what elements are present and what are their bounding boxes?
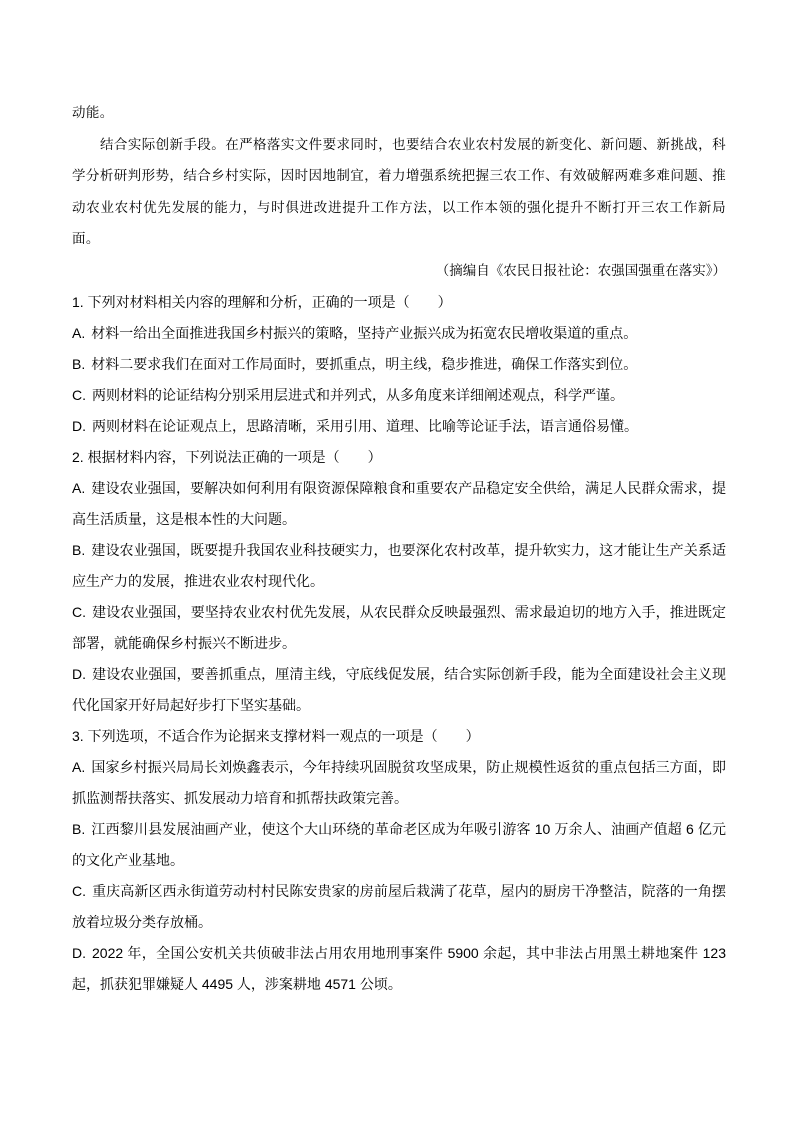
option-letter: C.: [72, 387, 86, 403]
option-text: 江西黎川县发展油画产业，使这个大山环绕的革命老区成为年吸引游客 10 万余人、油画产值超 6 亿元的文化产业基地。: [72, 821, 726, 868]
option-text: 材料二要求我们在面对工作局面时，要抓重点，明主线，稳步推进，确保工作落实到位。: [91, 356, 638, 372]
option-letter: A.: [72, 480, 86, 496]
passage-continuation: 动能。: [72, 105, 114, 121]
option-text: 材料一给出全面推进我国乡村振兴的策略，坚持产业振兴成为拓宽农民增收渠道的重点。: [91, 325, 638, 341]
option-letter: D.: [72, 945, 86, 961]
option-d: [72, 938, 726, 1000]
option-b: [72, 814, 726, 876]
option-letter: C.: [72, 604, 86, 620]
question-stem: 2. 根据材料内容，下列说法正确的一项是（ ）: [72, 449, 382, 465]
option-c: [72, 380, 726, 411]
passage-source: （摘编自《农民日报社论：农强国强重在落实》）: [435, 262, 726, 279]
option-text: 建设农业强国，既要提升我国农业科技硬实力，也要深化农村改革，提升软实力，这才能让生产关系适应生产力的发展，推进农业农村现代化。: [72, 542, 726, 589]
question-stem: 1. 下列对材料相关内容的理解和分析，正确的一项是（ ）: [72, 294, 452, 310]
option-a: [72, 752, 726, 814]
option-text: 建设农业强国，要善抓重点，厘清主线，守底线促发展，结合实际创新手段，能为全面建设社会主义现代化国家开好局起好步打下坚实基础。: [72, 666, 726, 713]
option-letter: A.: [72, 325, 86, 341]
option-c: [72, 597, 726, 659]
option-letter: D.: [72, 418, 86, 434]
option-letter: D.: [72, 666, 86, 682]
option-letter: A.: [72, 759, 86, 775]
page-content: [72, 98, 726, 1000]
option-letter: B.: [72, 821, 86, 837]
option-text: 两则材料的论证结构分别采用层进式和并列式，从多角度来详细阐述观点，科学严谨。: [92, 387, 624, 403]
option-text: 重庆高新区西永街道劳动村村民陈安贵家的房前屋后栽满了花草，屋内的厨房干净整洁，院落的一角摆放着垃圾分类存放桶。: [72, 883, 726, 930]
option-b: [72, 535, 726, 597]
option-d: [72, 659, 726, 721]
option-letter: B.: [72, 356, 86, 372]
option-letter: C.: [72, 883, 86, 899]
option-text: 建设农业强国，要解决如何利用有限资源保障粮食和重要农产品稳定安全供给，满足人民群众需求，提高生活质量，这是根本性的大问题。: [72, 480, 726, 527]
option-c: [72, 876, 726, 938]
option-text: 两则材料在论证观点上，思路清晰，采用引用、道理、比喻等论证手法，语言通俗易懂。: [92, 418, 638, 434]
option-text: 国家乡村振兴局局长刘焕鑫表示，今年持续巩固脱贫攻坚成果，防止规模性返贫的重点包括三方面，即抓监测帮扶落实、抓发展动力培育和抓帮扶政策完善。: [72, 759, 726, 806]
question-stem: 3. 下列选项，不适合作为论据来支撑材料一观点的一项是（ ）: [72, 728, 480, 744]
option-d: [72, 411, 726, 442]
question-2: [72, 442, 726, 721]
option-text: 2022 年，全国公安机关共侦破非法占用农用地刑事案件 5900 余起，其中非法占用黑土耕地案件 123 起，抓获犯罪嫌疑人 4495 人，涉案耕地 4571 公顷。: [72, 945, 726, 992]
option-b: [72, 349, 726, 380]
option-a: [72, 318, 726, 349]
option-letter: B.: [72, 542, 86, 558]
passage-paragraph: 结合实际创新手段。在严格落实文件要求同时，也要结合农业农村发展的新变化、新问题、新挑战，科学分析研判形势，结合乡村实际，因时因地制宜，着力增强系统把握三农工作、有效破解两难多难问题、推动农业农村优先发展的能力，与时俱进改进提升工作方法，以工作本领的强化提升不断打开三农工作新局面。: [72, 136, 726, 247]
option-text: 建设农业强国，要坚持农业农村优先发展，从农民群众反映最强烈、需求最迫切的地方入手，推进既定部署，就能确保乡村振兴不断进步。: [72, 604, 726, 651]
question-1: [72, 287, 726, 442]
question-3: [72, 721, 726, 1000]
option-a: [72, 473, 726, 535]
